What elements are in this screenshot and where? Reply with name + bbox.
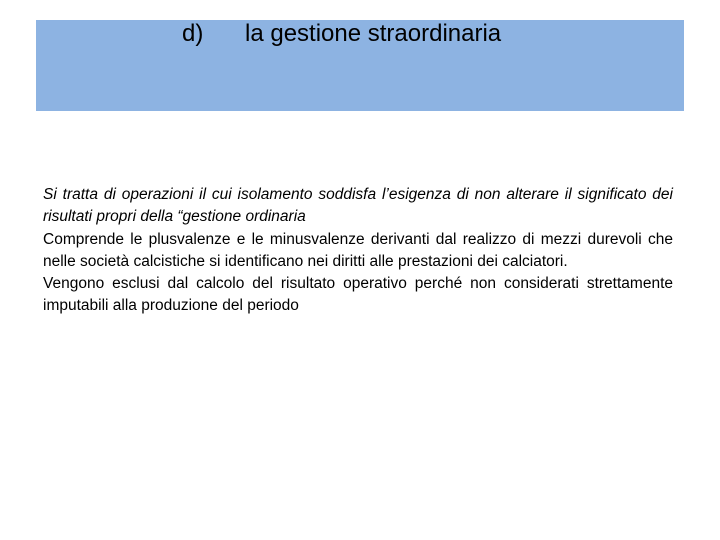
paragraph-content: Comprende le plusvalenze e le minusvalenze derivanti dal realizzo di mezzi durevoli che nelle società calcistiche si identificano nei diritti alle prestazioni dei calciatori. (43, 230, 673, 270)
paragraph-definition: Si tratta di operazioni il cui isolamento soddisfa l’esigenza di non alterare il significato dei risultati propri della “gestione ordinaria (43, 186, 673, 226)
paragraph-exclusion: Vengono esclusi dal calcolo del risultato operativo perché non considerati strettamente imputabili alla produzione del periodo (43, 275, 673, 315)
slide-title: la gestione straordinaria (245, 20, 502, 47)
title-list-letter: d) (182, 20, 204, 47)
slide-body (43, 184, 673, 318)
